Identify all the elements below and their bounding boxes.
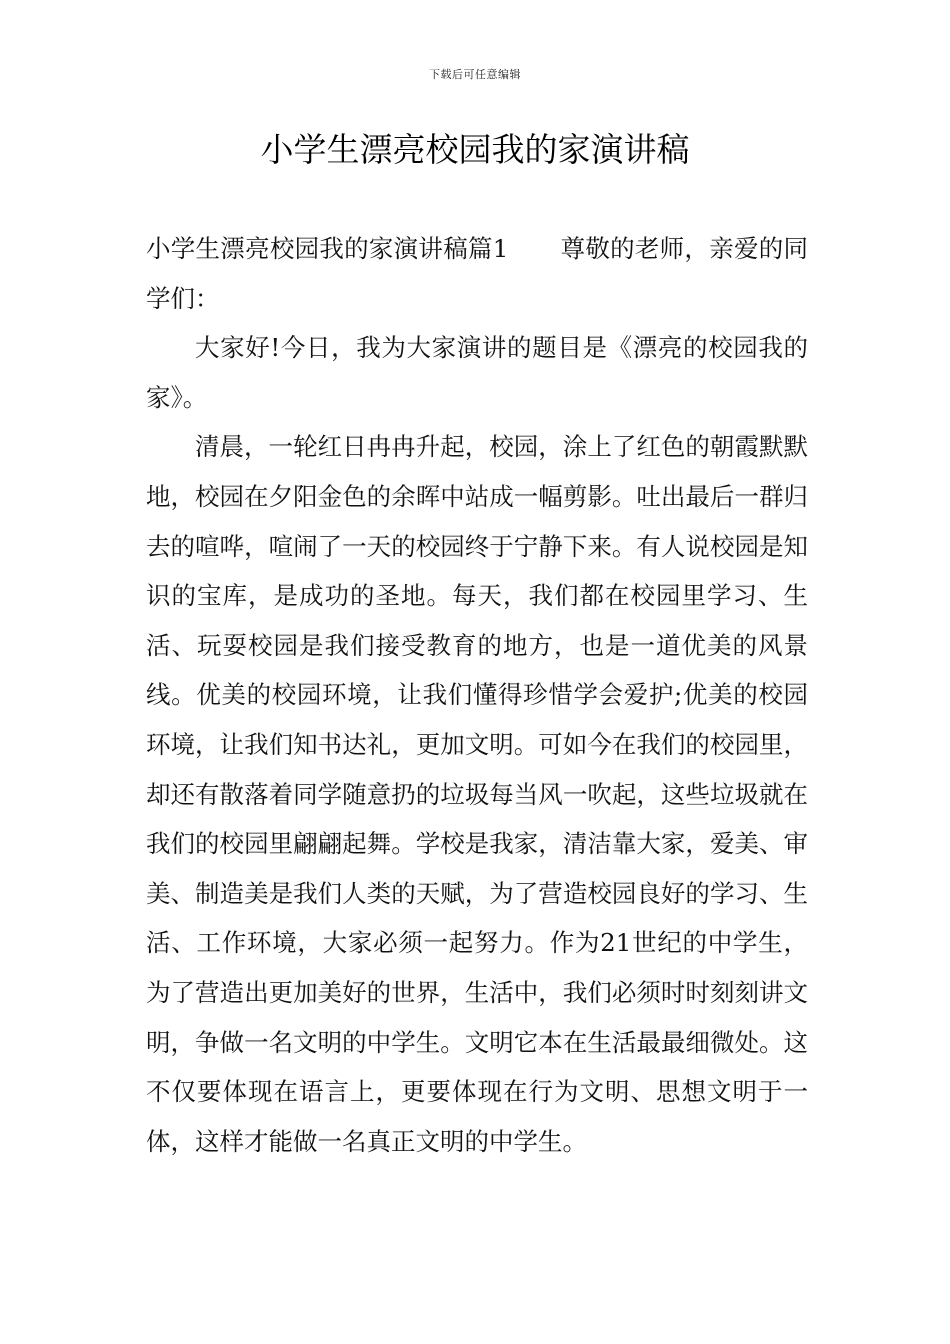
section-label: 小学生漂亮校园我的家演讲稿篇1 bbox=[146, 234, 509, 263]
document-title: 小学生漂亮校园我的家演讲稿 bbox=[260, 130, 690, 169]
salutation: 尊敬的老师，亲爱的同学们： bbox=[146, 234, 808, 313]
document-body bbox=[146, 224, 808, 1166]
paragraph-greeting: 大家好!今日，我为大家演讲的题目是《漂亮的校园我的家》。 bbox=[146, 333, 808, 412]
header-note: 下载后可任意编辑 bbox=[429, 68, 521, 81]
paragraph-main: 清晨，一轮红日冉冉升起，校园，涂上了红色的朝霞默默地，校园在夕阳金色的余晖中站成一幅剪影。吐出最后一群归去的喧哗，喧闹了一天的校园终于宁静下来。有人说校园是知识的宝库，是成功的圣地。每天，我们都在校园里学习、生活、玩耍校园是我们接受教育的地方，也是一道优美的风景线。优美的校园环境，让我们懂得珍惜学会爱护;优美的校园环境，让我们知书达礼，更加文明。可如今在我们的校园里，却还有散落着同学随意扔的垃圾每当风一吹起，这些垃圾就在我们的校园里翩翩起舞。学校是我家，清洁靠大家，爱美、审美、制造美是我们人类的天赋，为了营造校园良好的学习、生活、工作环境，大家必须一起努力。作为21世纪的中学生，为了营造出更加美好的世界，生活中，我们必须时时刻刻讲文明，争做一名文明的中学生。文明它本在生活最最细微处。这不仅要体现在语言上，更要体现在行为文明、思想文明于一体，这样才能做一名真正文明的中学生。 bbox=[146, 432, 808, 1156]
opening-paragraph bbox=[146, 224, 808, 323]
